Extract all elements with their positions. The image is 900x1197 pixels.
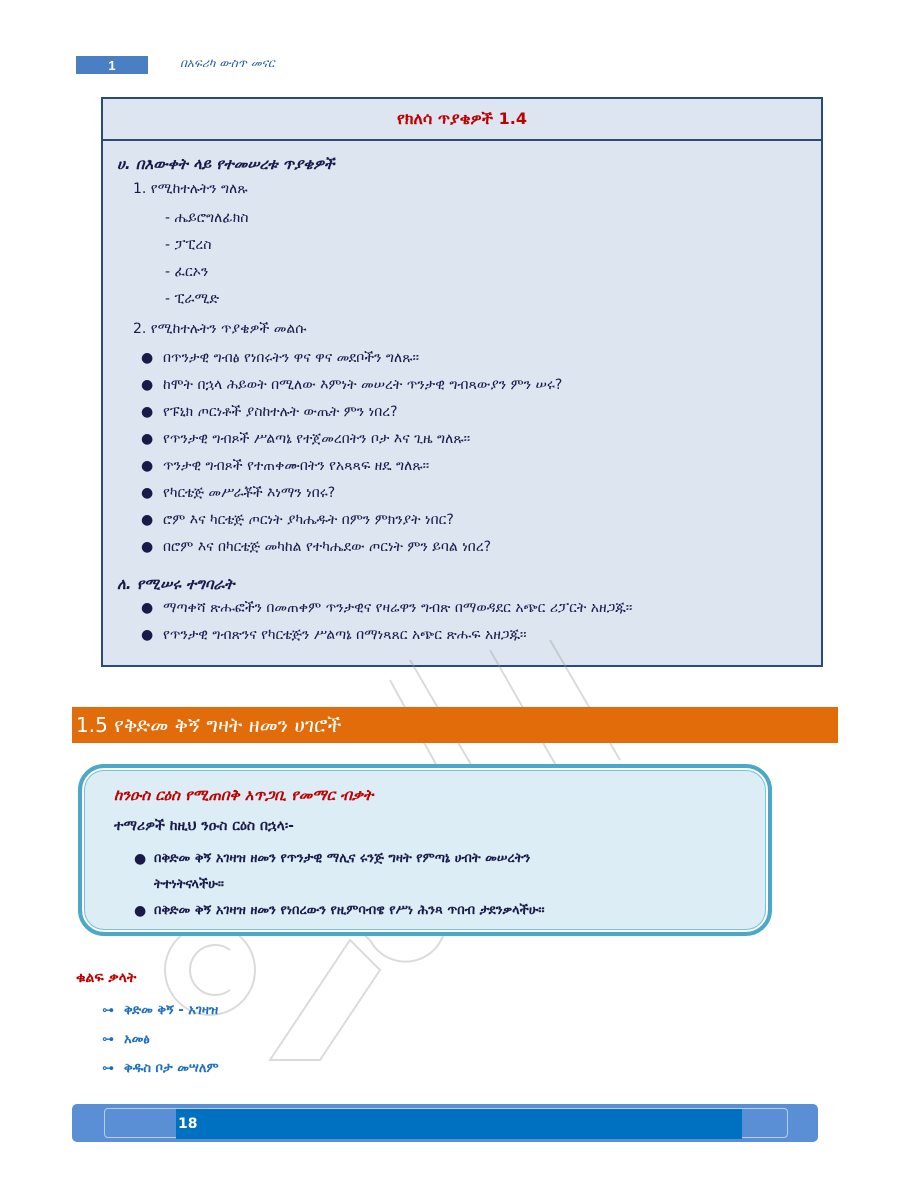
key-icon: ⊶ bbox=[102, 1032, 114, 1046]
task-item bbox=[141, 595, 821, 622]
task-text: የጥንታዊ ግብጽንና የካርቴጅን ሥልጣኔ በማነጻጸር አጭር ጽሑፍ አዘጋጁ፡፡ bbox=[163, 627, 527, 643]
section-b-heading: ለ. የሚሠሩ ተግባራት bbox=[117, 575, 235, 593]
key-icon: ⊶ bbox=[102, 1003, 114, 1017]
question-text: በሮም እና በካርቴጅ መካከል የተካሔደው ጦርነት ምን ይባል ነበረ? bbox=[163, 539, 492, 555]
objective-text: በቅድመ ቅኝ አገዛዝ ዘመን የጥንታዊ ማሊና ሩንጅ ግዛት የምጣኔ ሀብት መሠረትን bbox=[154, 851, 531, 866]
key-icon: ⊶ bbox=[102, 1061, 114, 1075]
question-text: የካርቴጅ መሥራቾች እነማን ነበሩ? bbox=[163, 485, 336, 501]
bullet-icon: ● bbox=[141, 458, 154, 474]
question-text: የጥንታዊ ግብጾች ሥልጣኔ የተጀመረበትን ቦታ እና ጊዜ ግለጹ፡፡ bbox=[163, 431, 471, 447]
term-item: - ፈርኦን bbox=[165, 264, 209, 280]
review-questions-box bbox=[101, 97, 823, 667]
page-number-bar bbox=[176, 1109, 742, 1139]
objective-text: በቅድመ ቅኝ አገዛዝ ዘመን የነበረውን የዚምባብዌ የሥነ ሕንጻ ጥበብ ታደንቃላችሁ፡፡ bbox=[154, 903, 545, 918]
keyword-text: አመፅ bbox=[124, 1032, 150, 1047]
bullet-icon: ● bbox=[141, 431, 154, 447]
term-item: - ፓፒረስ bbox=[165, 237, 212, 253]
bullet-icon: ● bbox=[141, 377, 154, 393]
objective-text-continued: ትተነትናላችሁ፡፡ bbox=[154, 877, 224, 892]
question-item bbox=[141, 480, 821, 507]
question-text: በጥንታዊ ግብፅ የነበሩትን ዋና ዋና መደቦችን ግለጹ፡፡ bbox=[163, 350, 420, 366]
review-title: የክለሳ ጥያቄዎች 1.4 bbox=[103, 99, 821, 141]
keyword-item bbox=[102, 996, 219, 1025]
bullet-icon: ● bbox=[141, 600, 154, 616]
keyword-item bbox=[102, 1025, 219, 1054]
question-1-label: 1. የሚከተሉትን ግለጹ bbox=[133, 181, 248, 197]
term-item: - ፒራሚድ bbox=[165, 291, 220, 307]
review-body bbox=[103, 141, 821, 649]
objectives-title: ከንዑስ ርዕስ የሚጠበቅ አጥጋቢ የመማር ብቃት bbox=[114, 786, 374, 804]
question-item bbox=[141, 426, 821, 453]
task-item bbox=[141, 622, 821, 649]
keywords-list bbox=[102, 996, 219, 1083]
question-2-label: 2. የሚከተሉትን ጥያቄዎች መልሱ bbox=[133, 321, 307, 337]
keywords-title: ቁልፍ ቃላት bbox=[76, 970, 137, 986]
bullet-icon: ● bbox=[141, 485, 154, 501]
bullet-icon: ● bbox=[141, 512, 154, 528]
objectives-lead: ተማሪዎች ከዚህ ንዑስ ርዕስ በኋላ፡- bbox=[114, 818, 294, 834]
question-text: ከሞት በኋላ ሕይወት በሚለው እምነት መሠረት ጥንታዊ ግብጻውያን ምን ሠሩ? bbox=[163, 377, 563, 393]
question-item bbox=[141, 372, 821, 399]
page-number: 18 bbox=[178, 1116, 198, 1132]
keyword-item bbox=[102, 1054, 219, 1083]
bullet-icon: ● bbox=[141, 539, 154, 555]
question-item bbox=[141, 399, 821, 426]
keyword-text: ቅድመ ቅኝ - አገዛዝ bbox=[124, 1003, 219, 1018]
objectives-list bbox=[134, 846, 545, 924]
question-item bbox=[141, 453, 821, 480]
bullet-icon: ● bbox=[134, 851, 147, 867]
keyword-text: ቅዱስ ቦታ መሣለም bbox=[124, 1061, 219, 1076]
chapter-number-badge: 1 bbox=[76, 56, 148, 74]
question-item bbox=[141, 534, 821, 561]
question-item bbox=[141, 507, 821, 534]
objective-item bbox=[134, 846, 545, 898]
question-text: የፑኒክ ጦርነቶች ያስከተሉት ውጤት ምን ነበረ? bbox=[163, 404, 398, 420]
bullet-icon: ● bbox=[134, 903, 147, 919]
learning-objectives-box bbox=[78, 764, 772, 936]
chapter-title: በአፍሪካ ውስጥ መናር bbox=[180, 56, 275, 70]
bullet-icon: ● bbox=[141, 404, 154, 420]
bullet-icon: ● bbox=[141, 350, 154, 366]
question-text: ሮም እና ካርቴጅ ጦርነት ያካሔዱት በምን ምክንያት ነበር? bbox=[163, 512, 454, 528]
question-item bbox=[141, 345, 821, 372]
question-text: ጥንታዊ ግብጾች የተጠቀሙበትን የአጻጻፍ ዘዴ ግለጹ፡፡ bbox=[163, 458, 430, 474]
objective-item bbox=[134, 898, 545, 924]
section-a-heading: ሀ. በእውቀት ላይ የተመሠረቱ ጥያቄዎች bbox=[117, 155, 335, 173]
section-heading: 1.5 የቅድመ ቅኝ ግዛት ዘመን ሀገሮች bbox=[72, 707, 838, 743]
task-text: ማጣቀሻ ጽሑፎችን በመጠቀም ጥንታዊና የዛሬዋን ግብጽ በማወዳደር አጭር ሪፓርት አዘጋጁ፡፡ bbox=[163, 600, 633, 616]
term-item: - ሔይሮግለፊክስ bbox=[165, 210, 249, 226]
bullet-icon: ● bbox=[141, 627, 154, 643]
